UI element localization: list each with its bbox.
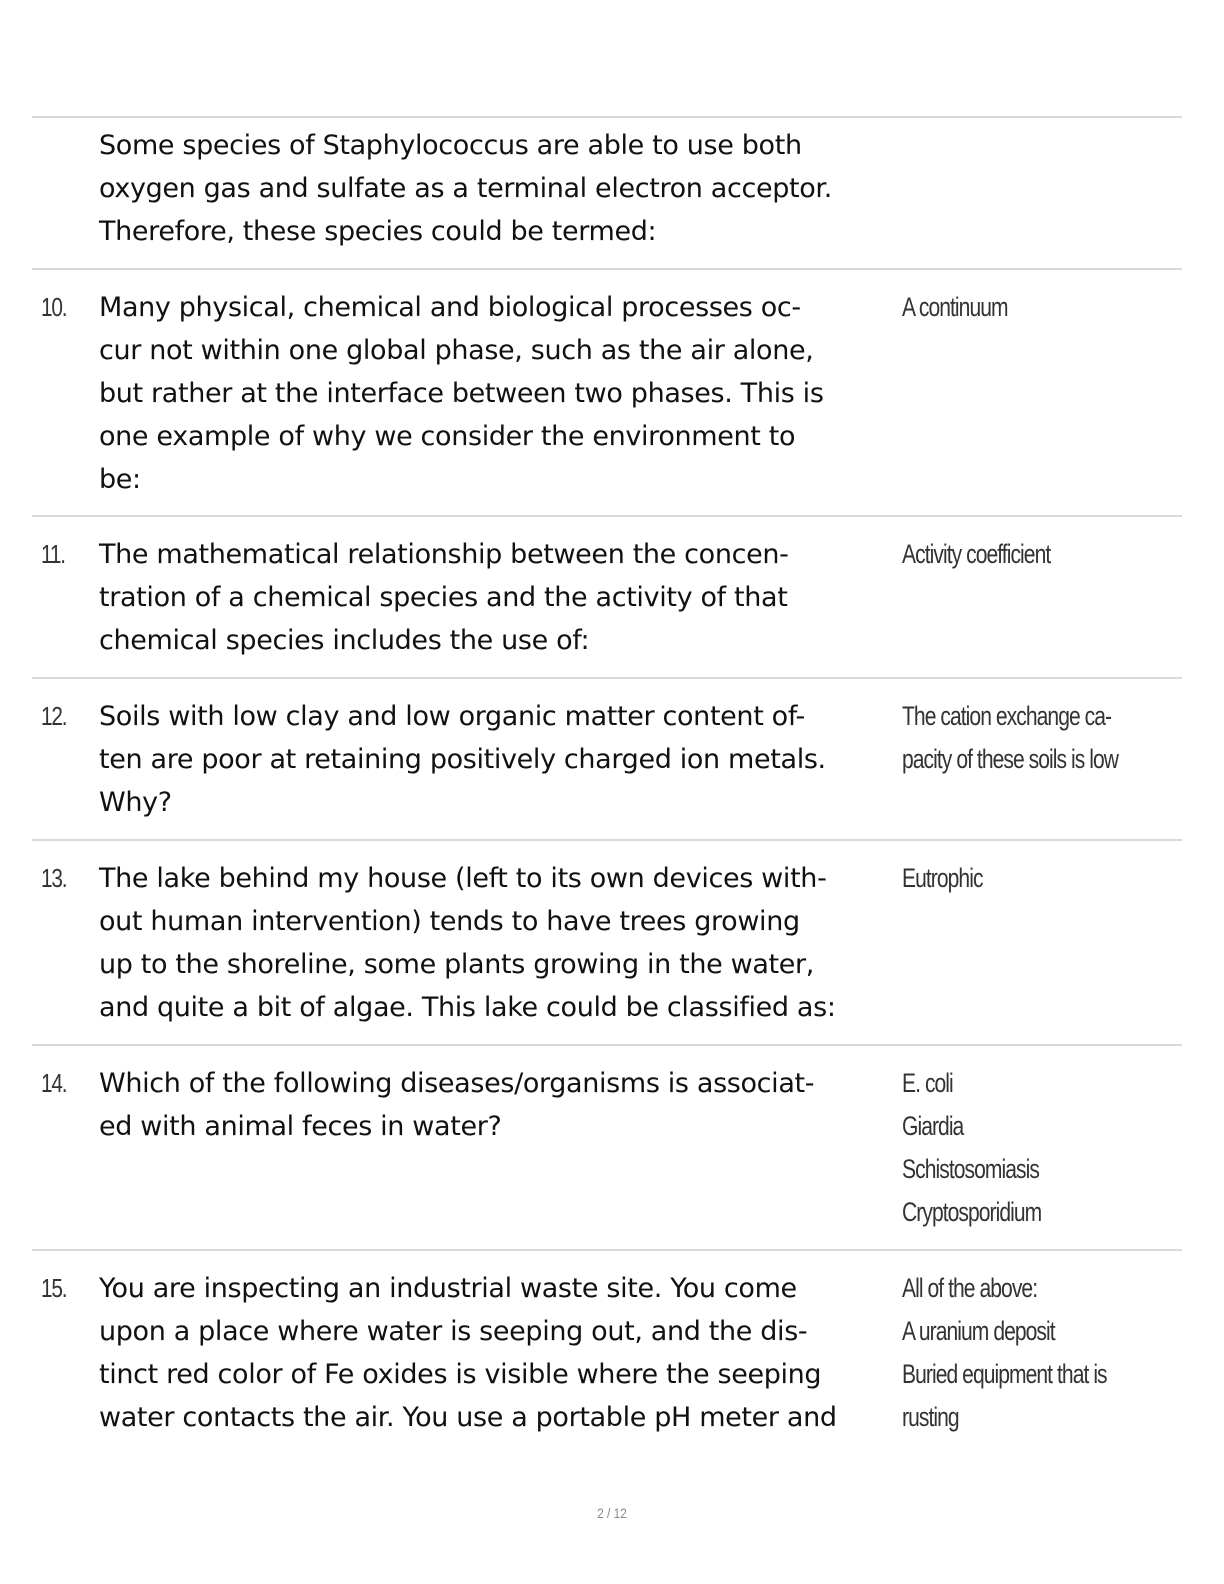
question-row-12 [32,677,1182,839]
answer-item: E. coli [902,1068,953,1098]
question-text: Many physical, chemical and biological processes oc- cur not within one global phase, such as the air alone, but rather at the interface between two phases. This is one example of why we consider the environment to be: [99,292,824,495]
question-text: The lake behind my house (left to its own devices with- out human intervention) tends to have trees growing up to the shoreline, some plants growing in the water, and quite a bit of algae. This lake could be classified as: [99,863,836,1023]
answer-item: A continuum [902,292,1008,322]
question-row-14 [32,1044,1182,1249]
question-row-10 [32,268,1182,515]
question-number: 12. [41,701,67,731]
answer-column [902,857,1128,900]
question-text: Soils with low clay and low organic matter content of- ten are poor at retaining positively charged ion metals. Why? [99,701,826,818]
question-number: 10. [41,292,67,322]
question-row-11 [32,515,1182,677]
question-text: The mathematical relationship between the concen- tration of a chemical species and the activity of that chemical species includes the use of: [99,539,789,656]
question-row-15 [32,1249,1182,1451]
answer-item: pacity of these soils is low [902,744,1119,774]
answer-column [902,695,1128,781]
question-row-9 [32,116,1182,268]
answer-item: Cryptosporidium [902,1197,1042,1227]
question-table [32,116,1182,1451]
question-number: 13. [41,863,67,893]
answer-item: A uranium deposit [902,1316,1055,1346]
answer-item: Giardia [902,1111,964,1141]
question-number: 11. [41,539,65,569]
answer-column [902,1267,1128,1439]
answer-item: Activity coefficient [902,539,1051,569]
answer-item: Eutrophic [902,863,983,893]
page-number: 2 / 12 [597,1505,627,1521]
answer-item: rusting [902,1402,959,1432]
answer-column [902,533,1128,576]
question-text: Some species of Staphylococcus are able to use both oxygen gas and sulfate as a terminal electron acceptor. Therefore, these species could be termed: [99,130,832,247]
answer-item: Buried equipment that is [902,1359,1107,1389]
answer-item: The cation exchange ca- [902,701,1112,731]
answer-item: All of the above: [902,1273,1038,1303]
question-row-13 [32,839,1182,1044]
question-text: You are inspecting an industrial waste site. You come upon a place where water is seeping out, and the dis- tinct red color of Fe oxides is visible where the seeping water contacts the air. You use a portable pH meter and [99,1273,837,1433]
answer-column [902,1062,1128,1234]
question-number: 14. [41,1068,67,1098]
answer-column [902,286,1128,329]
question-text: Which of the following diseases/organisms is associat- ed with animal feces in water? [99,1068,815,1142]
answer-item: Schistosomiasis [902,1154,1039,1184]
question-number: 15. [41,1273,67,1303]
